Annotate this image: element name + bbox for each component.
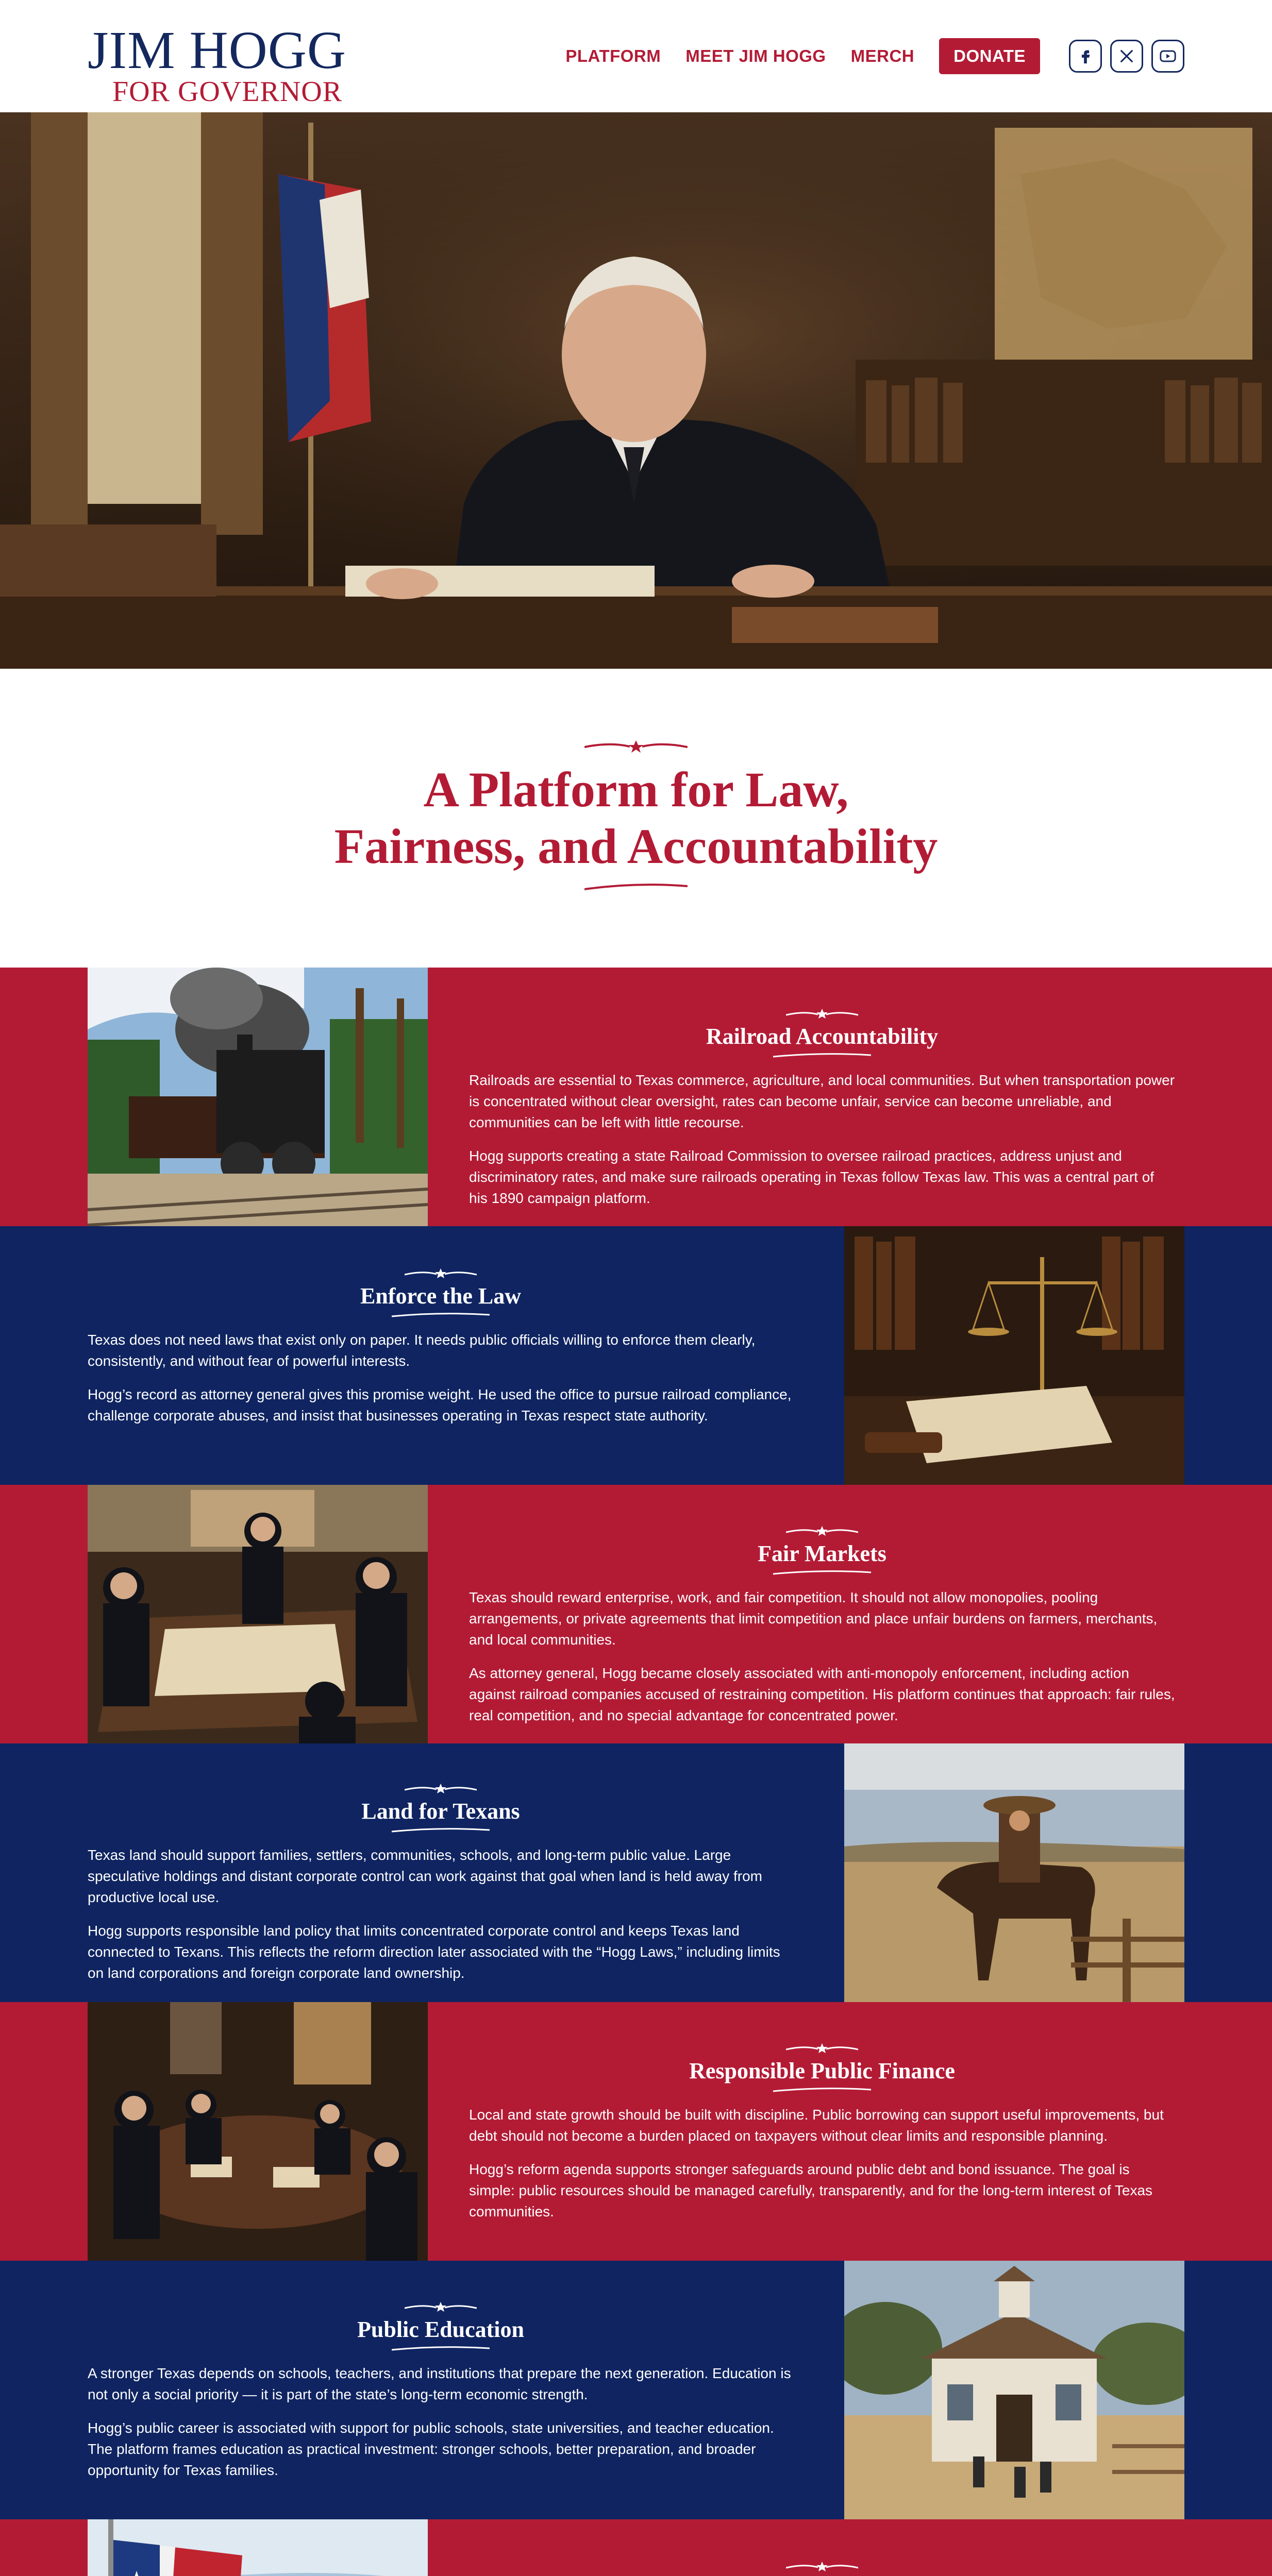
platform-public-education xyxy=(0,2261,1272,2519)
platform-title xyxy=(0,761,1272,875)
underline-flourish-icon xyxy=(773,2087,871,2093)
star-divider-icon xyxy=(786,2042,858,2055)
section-title: Land for Texans xyxy=(361,1799,520,1824)
platform-land-for-texans xyxy=(0,1743,1272,2002)
section-paragraph: Hogg’s record as attorney general gives this promise weight. He used the office to pursue railroad compliance, challenge corporate abuses, and insist that businesses operating in Texas respect state authority. xyxy=(88,1386,792,1423)
star-divider-icon xyxy=(786,2561,858,2573)
main-nav xyxy=(565,38,1184,74)
railroad-photo xyxy=(88,968,428,1226)
hero-image xyxy=(0,112,1272,669)
underline-flourish-icon xyxy=(392,1827,490,1833)
platform-title-line-2: Fairness, and Accountability xyxy=(334,819,938,874)
enforce-law-text xyxy=(88,1267,794,1438)
star-divider-icon xyxy=(405,2301,477,2313)
railroad-text xyxy=(469,1008,1175,1221)
platform-fair-markets xyxy=(0,1485,1272,1743)
star-divider-icon xyxy=(584,739,688,754)
public-education-text xyxy=(88,2301,794,2493)
platform-railroad-accountability xyxy=(0,968,1272,1226)
header-social-links xyxy=(1061,40,1184,73)
site-logo[interactable] xyxy=(88,21,346,108)
platform-responsible-public-finance xyxy=(0,2002,1272,2261)
honest-government-text xyxy=(469,2561,1175,2576)
logo-tagline: FOR GOVERNOR xyxy=(112,76,343,108)
star-divider-icon xyxy=(786,1008,858,1020)
facebook-icon[interactable] xyxy=(1069,40,1102,73)
star-divider-icon xyxy=(405,1267,477,1280)
section-paragraph: Railroads are essential to Texas commerce, agriculture, and local communities. But when transportation power is concentrated without clear oversight, rates can become unfair, service can become unreliable, and communities can be left with little recourse. xyxy=(469,1072,1175,1130)
section-paragraph: Texas should reward enterprise, work, and fair competition. It should not allow monopolies, pooling arrangements, or private agreements that limit competition and place unfair burdens on farmers, merchants, and local communities. xyxy=(469,1589,1158,1648)
star-divider-icon xyxy=(786,1525,858,1537)
section-paragraph: Hogg’s reform agenda supports stronger safeguards around public debt and bond issuance. The goal is simple: public resources should be managed carefully, transparently, and for the long-term interest of Texas communities. xyxy=(469,2161,1153,2219)
underline-flourish-icon xyxy=(773,1569,871,1575)
public-finance-photo xyxy=(88,2002,428,2261)
nav-meet-jim-hogg[interactable]: MEET JIM HOGG xyxy=(685,46,826,65)
land-text xyxy=(88,1783,794,1996)
fair-markets-text xyxy=(469,1525,1175,1738)
texas-capitol-photo xyxy=(88,2519,428,2576)
schoolhouse-photo xyxy=(844,2261,1184,2519)
section-title: Public Education xyxy=(357,2317,524,2342)
underline-flourish-icon xyxy=(584,880,688,895)
underline-flourish-icon xyxy=(392,2345,490,2351)
logo-name: JIM HOGG xyxy=(88,21,346,80)
nav-merch[interactable]: MERCH xyxy=(850,46,915,65)
fair-markets-photo xyxy=(88,1485,428,1743)
platform-title-line-1: A Platform for Law, xyxy=(423,762,849,817)
section-title: Responsible Public Finance xyxy=(689,2058,955,2083)
section-title: Railroad Accountability xyxy=(706,1024,939,1049)
scales-of-justice-photo xyxy=(844,1226,1184,1485)
section-paragraph: As attorney general, Hogg became closely associated with anti-monopoly enforcement, including action against railroad companies accused of restraining competition. His platform continues that approach: fair rules, real competition, and no special advantage for concentrated power. xyxy=(469,1665,1175,1723)
section-paragraph: Texas does not need laws that exist only on paper. It needs public officials willing to enforce them clearly, consistently, and without fear of powerful interests. xyxy=(88,1332,756,1369)
nav-platform[interactable]: PLATFORM xyxy=(565,46,661,65)
public-finance-text xyxy=(469,2042,1175,2234)
platform-intro xyxy=(0,669,1272,968)
section-paragraph: Texas land should support families, settlers, communities, schools, and long-term public value. Large speculative holdings and distant corporate control can work against that goal when land is held away from productive local use. xyxy=(88,1847,762,1905)
youtube-icon[interactable] xyxy=(1151,40,1184,73)
section-title: Enforce the Law xyxy=(360,1283,522,1309)
platform-enforce-the-law xyxy=(0,1226,1272,1485)
section-title: Fair Markets xyxy=(758,1541,886,1566)
land-ranch-photo xyxy=(844,1743,1184,2002)
star-divider-icon xyxy=(405,1783,477,1795)
section-paragraph: Local and state growth should be built with discipline. Public borrowing can support useful improvements, but debt should not become a burden placed on taxpayers without clear limits and responsible planning. xyxy=(469,2107,1164,2144)
platform-honest-government xyxy=(0,2519,1272,2576)
section-paragraph: A stronger Texas depends on schools, teachers, and institutions that prepare the next generation. Education is not only a social priority — it is part of the state’s long-term economic strength. xyxy=(88,2365,791,2402)
site-header xyxy=(0,0,1272,112)
underline-flourish-icon xyxy=(392,1312,490,1318)
section-paragraph: Hogg supports responsible land policy that limits concentrated corporate control and keeps Texas land connected to Texans. This reflects the reform direction later associated with the “Hogg Laws,” including limits on land corporations and foreign corporate land ownership. xyxy=(88,1923,780,1981)
section-paragraph: Hogg’s public career is associated with support for public schools, state universities, and teacher education. The platform frames education as practical investment: stronger schools, better preparation, and broader opportunity for Texas families. xyxy=(88,2420,774,2478)
section-paragraph: Hogg supports creating a state Railroad Commission to oversee railroad practices, address unjust and discriminatory rates, and make sure railroads operating in Texas follow Texas law. This was a central part of his 1890 campaign platform. xyxy=(469,1148,1154,1206)
x-icon[interactable] xyxy=(1110,40,1143,73)
donate-button[interactable]: DONATE xyxy=(939,38,1040,74)
underline-flourish-icon xyxy=(773,1052,871,1058)
